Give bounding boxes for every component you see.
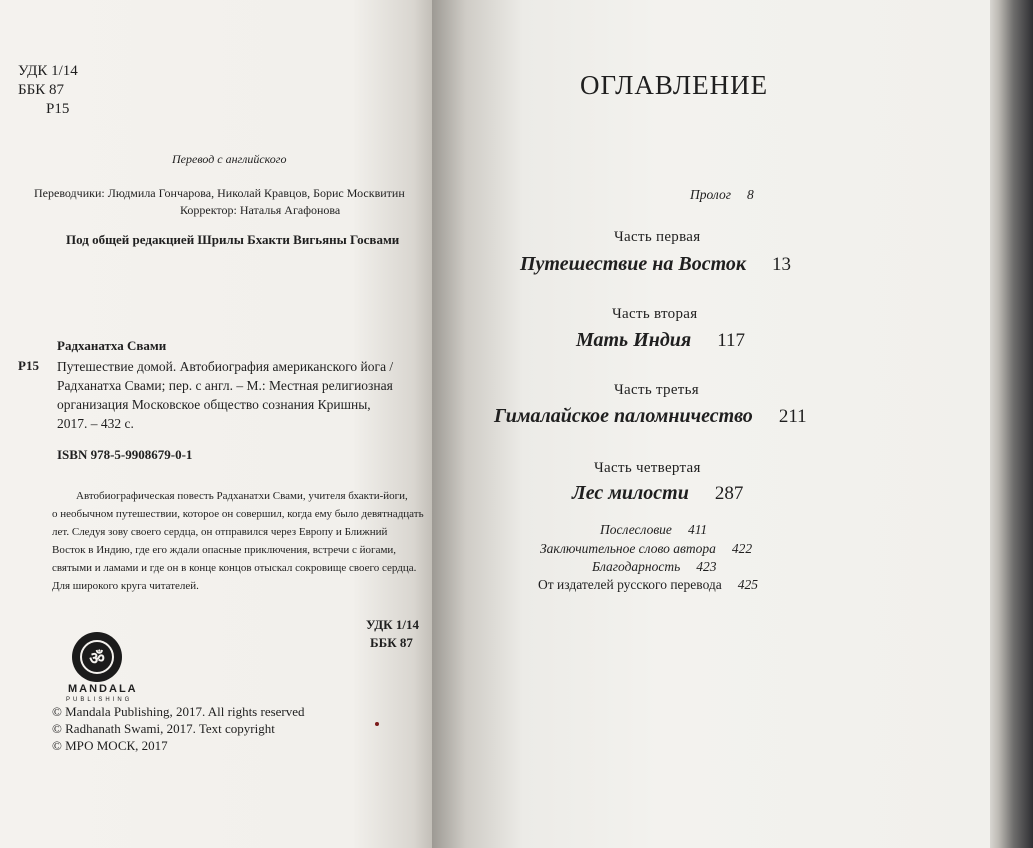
copyright-line-3: © МРО МОСК, 2017 <box>52 738 168 753</box>
toc-entry-page: 422 <box>731 541 753 556</box>
toc-entry-closing-word <box>540 541 752 557</box>
part-title: Путешествие на Восток <box>520 253 746 275</box>
part-title: Лес милости <box>572 482 689 504</box>
bbk-code-top: ББК 87 <box>18 82 64 98</box>
toc-entry-page: 8 <box>746 187 754 202</box>
toc-entry-label: Пролог <box>690 187 731 202</box>
annotation-line-2: о необычном путешествии, которое он совершил, когда ему было девятнадцать <box>52 508 424 520</box>
annotation-line-5: святыми и ламами и где он в конце концов отыскал сокровище своего сердца. <box>52 562 417 574</box>
toc-entry-publishers-note <box>538 577 758 593</box>
translators: Переводчики: Людмила Гончарова, Николай Кравцов, Борис Москвитин <box>34 186 405 200</box>
toc-entry-page: 411 <box>687 522 708 537</box>
toc-title: ОГЛАВЛЕНИЕ <box>580 70 769 100</box>
author-heading: Радханатха Свами <box>57 338 167 353</box>
udk-code-bottom: УДК 1/14 <box>366 617 419 632</box>
part-page: 211 <box>778 406 807 427</box>
part-page: 287 <box>714 483 744 504</box>
toc-entry-part-4 <box>572 482 743 505</box>
part-4-label: Часть четвертая <box>594 460 701 476</box>
part-3-label: Часть третья <box>614 382 700 398</box>
author-code: Р15 <box>46 101 70 117</box>
part-page: 13 <box>772 254 791 275</box>
biblio-code: Р15 <box>18 358 39 373</box>
part-title: Мать Индия <box>576 329 692 351</box>
biblio-line-1: Путешествие домой. Автобиография американского йога / <box>57 359 394 374</box>
copyright-line-2: © Radhanath Swami, 2017. Text copyright <box>52 721 275 736</box>
part-1-label: Часть первая <box>614 229 701 245</box>
copyright-page <box>0 0 440 848</box>
part-2-label: Часть вторая <box>612 306 698 322</box>
corrector: Корректор: Наталья Агафонова <box>180 203 341 217</box>
toc-entry-part-3 <box>494 405 807 428</box>
translation-note: Перевод с английского <box>172 152 287 166</box>
annotation-line-6: Для широкого круга читателей. <box>52 580 199 592</box>
toc-entry-prologue <box>690 187 754 203</box>
publisher-sub: PUBLISHING <box>66 697 133 703</box>
toc-entry-page: 423 <box>696 559 717 574</box>
copyright-line-1: © Mandala Publishing, 2017. All rights reserved <box>52 704 305 719</box>
part-title: Гималайское паломничество <box>494 405 753 427</box>
annotation-line-1: Автобиографическая повесть Радханатхи Свами, учителя бхакти-йоги, <box>76 490 408 502</box>
toc-entry-afterword <box>600 522 707 538</box>
toc-entry-label: Благодарность <box>592 559 681 574</box>
toc-entry-label: От издателей русского перевода <box>538 577 722 592</box>
annotation-line-4: Восток в Индию, где его ждали опасные приключения, встречи с йогами, <box>52 544 397 556</box>
toc-entry-label: Заключительное слово автора <box>540 541 716 556</box>
biblio-line-2: Радханатха Свами; пер. с англ. – М.: Местная религиозная <box>57 378 393 393</box>
part-page: 117 <box>717 330 746 351</box>
isbn: ISBN 978-5-9908679-0-1 <box>57 447 193 462</box>
page-block-edge <box>990 0 1033 848</box>
udk-code-top: УДК 1/14 <box>18 63 78 79</box>
toc-entry-page: 425 <box>737 577 759 592</box>
annotation-line-3: лет. Следуя зову своего сердца, он отправился через Европу и Ближний <box>52 526 388 538</box>
toc-entry-label: Послесловие <box>600 522 672 537</box>
toc-entry-acknowledgements <box>592 559 717 575</box>
publisher-name: MANDALA <box>68 683 138 695</box>
mandala-logo-icon <box>72 632 122 682</box>
toc-entry-part-1 <box>520 253 791 276</box>
biblio-line-4: 2017. – 432 с. <box>57 416 134 431</box>
ink-dot <box>375 722 379 726</box>
contents-page <box>432 0 1000 848</box>
general-editor: Под общей редакцией Шрилы Бхакти Вигьяны Госвами <box>66 232 400 247</box>
biblio-line-3: организация Московское общество сознания Кришны, <box>57 397 371 412</box>
toc-entry-part-2 <box>576 329 745 352</box>
bbk-code-bottom: ББК 87 <box>370 635 413 650</box>
om-icon: ॐ <box>80 640 114 674</box>
